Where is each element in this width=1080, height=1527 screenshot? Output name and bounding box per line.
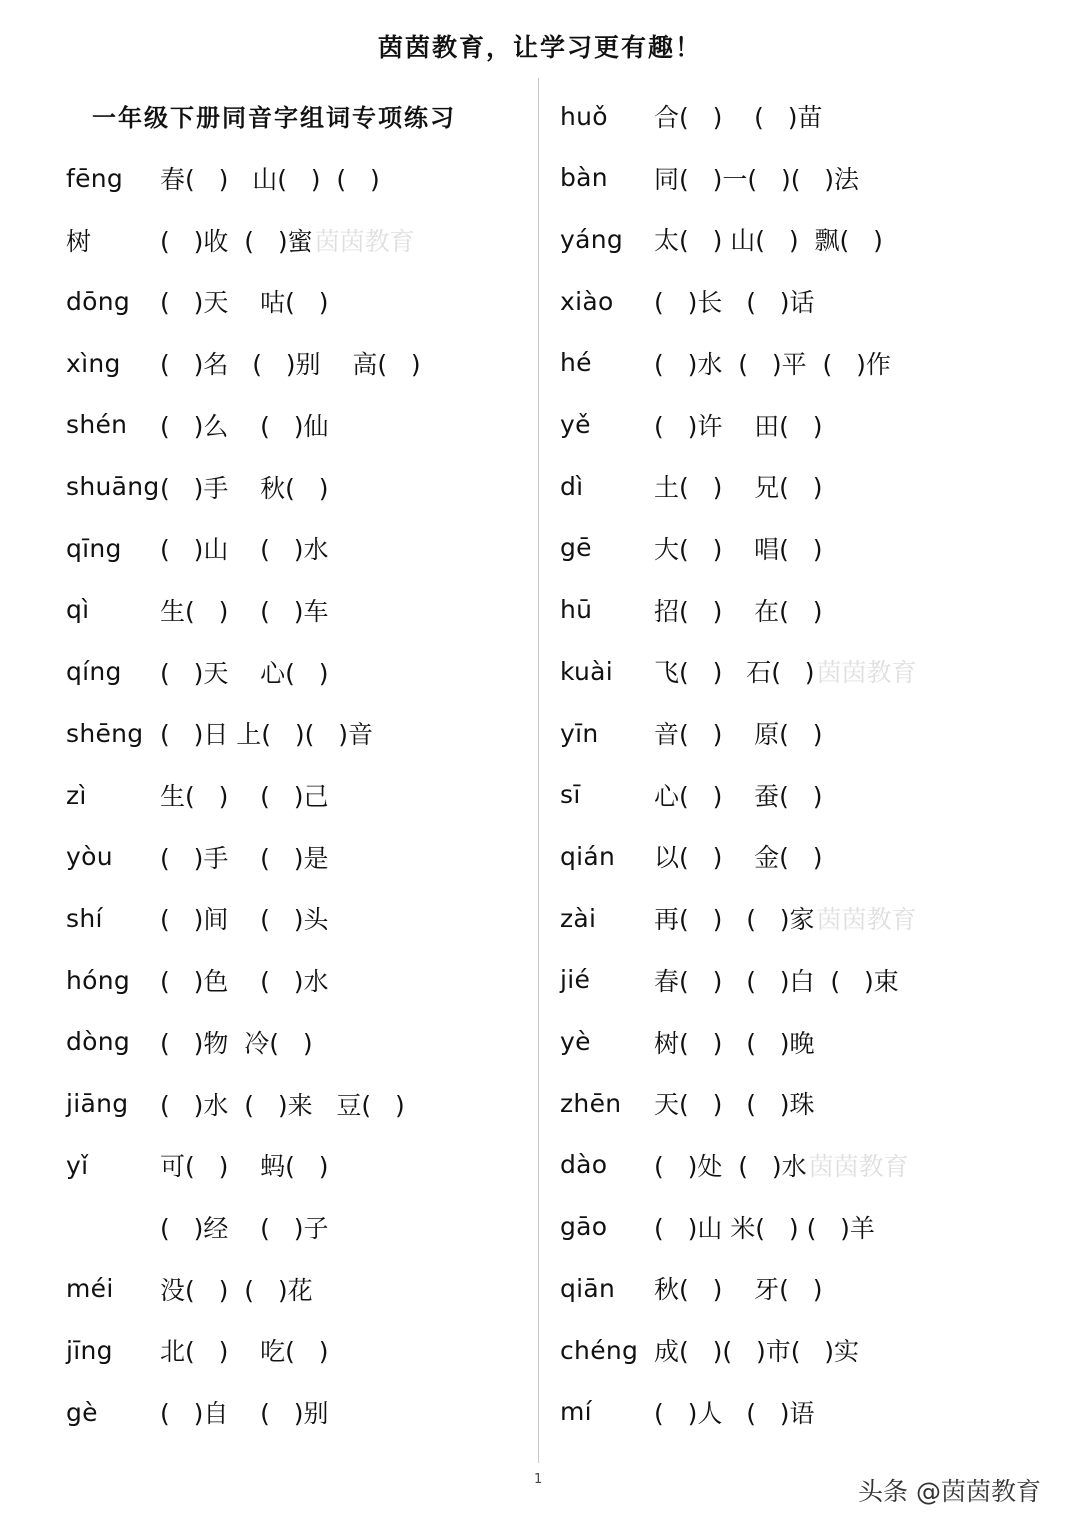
exercise-row xyxy=(66,1084,405,1124)
exercise-row xyxy=(560,590,822,630)
pinyin-label: zài xyxy=(560,903,597,933)
pinyin-label: shēng xyxy=(66,718,144,748)
word-blanks: 飞( ) 石( ) xyxy=(654,658,815,688)
pinyin-label: yòu xyxy=(66,842,113,872)
word-blanks: 春( ) 山( ) ( ) xyxy=(160,165,380,194)
pinyin-label: sī xyxy=(560,780,581,810)
word-blanks: 生( ) ( )己 xyxy=(160,782,329,811)
pinyin-label: jiāng xyxy=(66,1089,129,1118)
word-blanks: ( )手 秋( ) xyxy=(160,473,329,503)
exercise-row xyxy=(66,898,328,938)
pinyin-label: 树 xyxy=(66,226,92,256)
exercise-row xyxy=(560,960,899,1000)
word-blanks: ( )自 ( )别 xyxy=(160,1399,329,1428)
exercise-row xyxy=(66,158,380,198)
pinyin-label: qì xyxy=(66,595,90,625)
word-blanks: 天( ) ( )珠 xyxy=(654,1090,815,1120)
pinyin-label: gē xyxy=(560,533,592,563)
word-blanks: ( )天 心( ) xyxy=(160,658,329,688)
pinyin-label: bàn xyxy=(560,163,608,193)
pinyin-label: hū xyxy=(560,595,593,625)
word-blanks: 成( )( )市( )实 xyxy=(654,1337,860,1366)
exercise-row xyxy=(66,1022,313,1062)
word-blanks: 可( ) 蚂( ) xyxy=(160,1152,329,1182)
exercise-row xyxy=(66,1207,328,1247)
exercise-row xyxy=(560,528,822,568)
exercise-row xyxy=(66,1269,313,1309)
word-blanks: 秋( ) 牙( ) xyxy=(654,1275,823,1305)
exercise-row xyxy=(66,220,415,260)
exercise-row xyxy=(66,713,373,753)
word-blanks: ( )长 ( )话 xyxy=(654,288,815,318)
exercise-row xyxy=(560,96,822,136)
exercise-row xyxy=(66,528,328,568)
word-blanks: ( )手 ( )是 xyxy=(160,843,329,873)
word-blanks: ( )间 ( )头 xyxy=(160,905,329,935)
word-blanks: ( )日 上( )( )音 xyxy=(160,720,373,750)
exercise-row xyxy=(560,158,859,198)
exercise-row xyxy=(560,651,917,691)
word-blanks: 以( ) 金( ) xyxy=(654,843,823,873)
exercise-row xyxy=(66,1330,328,1370)
word-blanks: ( )水 ( )平 ( )作 xyxy=(654,349,891,379)
word-blanks: 生( ) ( )车 xyxy=(160,596,329,626)
pinyin-label: zhēn xyxy=(560,1088,622,1118)
pinyin-label: qián xyxy=(560,841,616,871)
exercise-row xyxy=(560,1022,815,1062)
exercise-row xyxy=(560,343,891,383)
exercise-row xyxy=(66,343,421,383)
word-blanks: ( )水 ( )来 豆( ) xyxy=(160,1090,405,1120)
word-blanks: ( )么 ( )仙 xyxy=(160,411,329,441)
exercise-row xyxy=(66,281,328,321)
exercise-row xyxy=(66,467,328,507)
exercise-row xyxy=(560,1207,875,1247)
word-blanks: ( )名 ( )别 高( ) xyxy=(160,350,421,380)
word-blanks: ( )许 田( ) xyxy=(654,411,823,441)
page-number: 1 xyxy=(534,1472,543,1487)
exercise-row xyxy=(66,1145,328,1185)
column-divider xyxy=(538,78,539,1463)
word-blanks: 没( ) ( )花 xyxy=(160,1275,313,1305)
exercise-row xyxy=(66,590,328,630)
exercise-row xyxy=(560,466,822,506)
exercise-row xyxy=(560,1392,815,1432)
exercise-row xyxy=(560,713,822,753)
word-blanks: ( )收 ( )蜜 xyxy=(160,226,313,256)
word-blanks: 北( ) 吃( ) xyxy=(160,1337,329,1367)
word-blanks: ( )天 咕( ) xyxy=(160,288,329,318)
worksheet-heading: 一年级下册同音字组词专项练习 xyxy=(92,103,456,132)
word-blanks: 再( ) ( )家 xyxy=(654,905,815,935)
word-blanks: ( )经 ( )子 xyxy=(160,1213,329,1243)
pinyin-label: dào xyxy=(560,1150,608,1180)
word-blanks: 太( ) 山( ) 飘( ) xyxy=(654,226,883,256)
word-blanks: 土( ) 兄( ) xyxy=(654,473,823,503)
pinyin-label: qīng xyxy=(66,533,122,563)
word-blanks: 树( ) ( )晚 xyxy=(654,1028,815,1058)
footer-watermark: 头条 @茵茵教育 xyxy=(858,1477,1041,1506)
pinyin-label: yè xyxy=(560,1027,591,1056)
exercise-row xyxy=(66,775,328,815)
pinyin-label: mí xyxy=(560,1397,592,1427)
exercise-row xyxy=(560,405,822,445)
pinyin-label: kuài xyxy=(560,656,614,686)
pinyin-label: yáng xyxy=(560,224,624,254)
pinyin-label: xiào xyxy=(560,286,614,316)
exercise-row xyxy=(560,898,917,938)
watermark-text: 茵茵教育 xyxy=(314,226,415,256)
pinyin-label: gāo xyxy=(560,1212,608,1242)
pinyin-label: shuāng xyxy=(66,472,160,501)
pinyin-label: gè xyxy=(66,1397,98,1427)
word-blanks: ( )山 米( ) ( )羊 xyxy=(654,1213,875,1243)
pinyin-label: fēng xyxy=(66,163,124,193)
word-blanks: 春( ) ( )白 ( )束 xyxy=(654,966,899,996)
exercise-row xyxy=(560,219,883,259)
pinyin-label: jīng xyxy=(66,1335,113,1365)
pinyin-label: xìng xyxy=(66,348,121,378)
pinyin-label: yǐ xyxy=(66,1150,89,1180)
exercise-row xyxy=(560,1330,859,1370)
pinyin-label: shén xyxy=(66,410,128,440)
pinyin-label: hé xyxy=(560,348,592,378)
exercise-row xyxy=(66,837,328,877)
word-blanks: 合( ) ( )苗 xyxy=(654,103,823,132)
watermark-text: 茵茵教育 xyxy=(816,905,917,935)
word-blanks: 同( )一( )( )法 xyxy=(654,164,860,194)
pinyin-label: yīn xyxy=(560,718,599,748)
pinyin-label: jié xyxy=(560,965,591,995)
pinyin-label: yě xyxy=(560,410,591,439)
pinyin-label: zì xyxy=(66,780,87,810)
exercise-row xyxy=(560,281,815,321)
pinyin-label: qiān xyxy=(560,1273,616,1303)
word-blanks: ( )人 ( )语 xyxy=(654,1398,815,1428)
word-blanks: 音( ) 原( ) xyxy=(654,720,823,749)
pinyin-label: qíng xyxy=(66,657,122,687)
pinyin-label: dì xyxy=(560,471,584,501)
word-blanks: 心( ) 蚕( ) xyxy=(654,781,823,811)
pinyin-label: shí xyxy=(66,903,103,933)
word-blanks: ( )色 ( )水 xyxy=(160,967,329,997)
pinyin-label: dōng xyxy=(66,286,131,316)
page-title: 茵茵教育，让学习更有趣！ xyxy=(377,33,702,62)
exercise-row xyxy=(66,1392,328,1432)
exercise-row xyxy=(560,1083,815,1123)
watermark-text: 茵茵教育 xyxy=(808,1151,909,1181)
pinyin-label: dòng xyxy=(66,1027,131,1057)
exercise-row xyxy=(560,1268,822,1308)
exercise-row xyxy=(560,836,822,876)
watermark-text: 茵茵教育 xyxy=(816,658,917,688)
pinyin-label: huǒ xyxy=(560,101,608,131)
word-blanks: 大( ) 唱( ) xyxy=(654,534,823,564)
exercise-row xyxy=(66,960,328,1000)
pinyin-label: méi xyxy=(66,1274,114,1304)
exercise-row xyxy=(66,405,328,445)
pinyin-label: chéng xyxy=(560,1335,639,1365)
word-blanks: ( )山 ( )水 xyxy=(160,535,329,565)
word-blanks: ( )处 ( )水 xyxy=(654,1151,807,1181)
word-blanks: 招( ) 在( ) xyxy=(654,596,823,626)
pinyin-label: hóng xyxy=(66,965,131,995)
word-blanks: ( )物 冷( ) xyxy=(160,1028,313,1058)
exercise-row xyxy=(66,652,328,692)
exercise-row xyxy=(560,775,822,815)
exercise-row xyxy=(560,1145,909,1185)
